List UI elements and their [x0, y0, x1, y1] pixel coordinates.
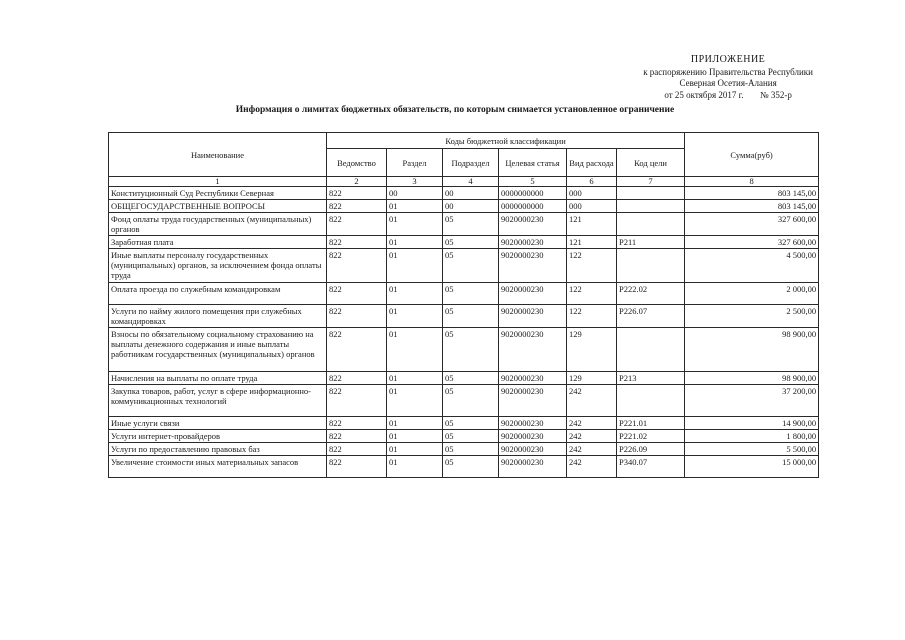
- cell-vid: 121: [567, 236, 617, 249]
- cell-cel: 0000000000: [499, 200, 567, 213]
- table-row: [109, 385, 819, 417]
- column-number: 4: [443, 177, 499, 187]
- document-number: № 352-р: [760, 90, 792, 100]
- cell-pod: 05: [443, 249, 499, 283]
- cell-sum: 98 900,00: [685, 328, 819, 372]
- table-row: [109, 283, 819, 305]
- table-row: [109, 372, 819, 385]
- table-row: [109, 213, 819, 236]
- cell-cel: 9020000230: [499, 417, 567, 430]
- cell-vid: 122: [567, 249, 617, 283]
- cell-raz: 01: [387, 305, 443, 328]
- cell-ved: 822: [327, 283, 387, 305]
- cell-pod: 05: [443, 328, 499, 372]
- cell-cel: 9020000230: [499, 283, 567, 305]
- cell-sum: 2 000,00: [685, 283, 819, 305]
- cell-kod: P221.01: [617, 417, 685, 430]
- cell-ved: 822: [327, 200, 387, 213]
- header-codes-group: Коды бюджетной классификации: [327, 133, 685, 149]
- cell-kod: P211: [617, 236, 685, 249]
- header-line-1: к распоряжению Правительства Республики: [643, 67, 813, 77]
- info-title: Информация о лимитах бюджетных обязательств, по которым снимается установленное ограничение: [235, 105, 675, 115]
- cell-name: Иные выплаты персоналу государственных (муниципальных) органов, за исключением фонда оплаты труда: [109, 249, 327, 283]
- cell-vid: 000: [567, 200, 617, 213]
- cell-vid: 122: [567, 283, 617, 305]
- cell-vid: 000: [567, 187, 617, 200]
- cell-ved: 822: [327, 430, 387, 443]
- cell-cel: 9020000230: [499, 249, 567, 283]
- header-vid: Вид расхода: [567, 149, 617, 177]
- cell-cel: 9020000230: [499, 305, 567, 328]
- cell-vid: 129: [567, 372, 617, 385]
- cell-pod: 05: [443, 372, 499, 385]
- cell-sum: 37 200,00: [685, 385, 819, 417]
- cell-ved: 822: [327, 249, 387, 283]
- cell-kod: [617, 249, 685, 283]
- cell-sum: 98 900,00: [685, 372, 819, 385]
- cell-sum: 15 000,00: [685, 456, 819, 478]
- cell-name: Услуги по предоставлению правовых баз: [109, 443, 327, 456]
- cell-ved: 822: [327, 187, 387, 200]
- cell-raz: 01: [387, 443, 443, 456]
- cell-raz: 01: [387, 236, 443, 249]
- table-row: [109, 249, 819, 283]
- table-row: [109, 443, 819, 456]
- cell-name: Заработная плата: [109, 236, 327, 249]
- cell-raz: 01: [387, 385, 443, 417]
- cell-sum: 14 900,00: [685, 417, 819, 430]
- cell-name: Иные услуги связи: [109, 417, 327, 430]
- cell-name: Услуги по найму жилого помещения при служебных командировках: [109, 305, 327, 328]
- cell-sum: 2 500,00: [685, 305, 819, 328]
- cell-ved: 822: [327, 456, 387, 478]
- cell-raz: 01: [387, 249, 443, 283]
- cell-name: Фонд оплаты труда государственных (муниципальных) органов: [109, 213, 327, 236]
- cell-kod: P226.07: [617, 305, 685, 328]
- cell-name: Оплата проезда по служебным командировкам: [109, 283, 327, 305]
- cell-name: Взносы по обязательному социальному страхованию на выплаты денежного содержания и иные выплаты работникам государственных (муниципальных) органов: [109, 328, 327, 372]
- header-kod-celi: Код цели: [617, 149, 685, 177]
- header-target: Целевая статья: [499, 149, 567, 177]
- cell-pod: 00: [443, 187, 499, 200]
- cell-vid: 129: [567, 328, 617, 372]
- table-row: [109, 456, 819, 478]
- header-date-line: [643, 90, 813, 101]
- cell-vid: 242: [567, 456, 617, 478]
- cell-pod: 05: [443, 385, 499, 417]
- cell-ved: 822: [327, 213, 387, 236]
- cell-cel: 9020000230: [499, 213, 567, 236]
- header-podrazdel: Подраздел: [443, 149, 499, 177]
- table-row: [109, 187, 819, 200]
- cell-vid: 242: [567, 417, 617, 430]
- column-numbering-row: [109, 177, 819, 187]
- cell-ved: 822: [327, 372, 387, 385]
- cell-kod: [617, 200, 685, 213]
- header-sum: Сумма(руб): [685, 133, 819, 177]
- cell-vid: 242: [567, 430, 617, 443]
- cell-ved: 822: [327, 305, 387, 328]
- cell-sum: 5 500,00: [685, 443, 819, 456]
- cell-cel: 9020000230: [499, 456, 567, 478]
- cell-vid: 121: [567, 213, 617, 236]
- cell-pod: 05: [443, 430, 499, 443]
- cell-raz: 01: [387, 372, 443, 385]
- header-name: Наименование: [109, 133, 327, 177]
- cell-ved: 822: [327, 417, 387, 430]
- header-line-2: Северная Осетия-Алания: [679, 78, 777, 88]
- column-number: 5: [499, 177, 567, 187]
- document-date: 25 октября 2017 г.: [674, 90, 744, 100]
- column-number: 3: [387, 177, 443, 187]
- cell-ved: 822: [327, 328, 387, 372]
- cell-kod: [617, 213, 685, 236]
- from-label: от: [664, 90, 673, 100]
- cell-ved: 822: [327, 385, 387, 417]
- cell-vid: 122: [567, 305, 617, 328]
- cell-name: ОБЩЕГОСУДАРСТВЕННЫЕ ВОПРОСЫ: [109, 200, 327, 213]
- cell-pod: 05: [443, 443, 499, 456]
- cell-cel: 9020000230: [499, 328, 567, 372]
- cell-name: Закупка товаров, работ, услуг в сфере информационно-коммуникационных технологий: [109, 385, 327, 417]
- cell-name: Услуги интернет-провайдеров: [109, 430, 327, 443]
- cell-name: Конституционный Суд Республики Северная: [109, 187, 327, 200]
- cell-sum: 327 600,00: [685, 213, 819, 236]
- table-row: [109, 236, 819, 249]
- table-row: [109, 417, 819, 430]
- header-razdel: Раздел: [387, 149, 443, 177]
- cell-pod: 05: [443, 456, 499, 478]
- table-row: [109, 305, 819, 328]
- cell-raz: 01: [387, 213, 443, 236]
- cell-kod: P213: [617, 372, 685, 385]
- cell-sum: 1 800,00: [685, 430, 819, 443]
- cell-sum: 327 600,00: [685, 236, 819, 249]
- cell-kod: [617, 328, 685, 372]
- table-row: [109, 328, 819, 372]
- cell-raz: 00: [387, 187, 443, 200]
- cell-raz: 01: [387, 456, 443, 478]
- cell-pod: 05: [443, 213, 499, 236]
- cell-sum: 803 145,00: [685, 187, 819, 200]
- cell-pod: 05: [443, 236, 499, 249]
- cell-name: Увеличение стоимости иных материальных запасов: [109, 456, 327, 478]
- cell-cel: 9020000230: [499, 430, 567, 443]
- table-row: [109, 430, 819, 443]
- cell-cel: 0000000000: [499, 187, 567, 200]
- cell-vid: 242: [567, 385, 617, 417]
- cell-kod: [617, 187, 685, 200]
- cell-cel: 9020000230: [499, 385, 567, 417]
- cell-pod: 05: [443, 305, 499, 328]
- cell-cel: 9020000230: [499, 443, 567, 456]
- cell-vid: 242: [567, 443, 617, 456]
- cell-pod: 00: [443, 200, 499, 213]
- header-vedomstvo: Ведомство: [327, 149, 387, 177]
- column-number: 1: [109, 177, 327, 187]
- cell-raz: 01: [387, 328, 443, 372]
- cell-kod: [617, 385, 685, 417]
- document-header: [643, 54, 813, 101]
- cell-raz: 01: [387, 417, 443, 430]
- column-number: 2: [327, 177, 387, 187]
- cell-ved: 822: [327, 236, 387, 249]
- column-number: 7: [617, 177, 685, 187]
- table-row: [109, 200, 819, 213]
- cell-raz: 01: [387, 430, 443, 443]
- column-number: 6: [567, 177, 617, 187]
- column-number: 8: [685, 177, 819, 187]
- cell-sum: 4 500,00: [685, 249, 819, 283]
- cell-name: Начисления на выплаты по оплате труда: [109, 372, 327, 385]
- cell-cel: 9020000230: [499, 372, 567, 385]
- cell-kod: P340.07: [617, 456, 685, 478]
- cell-raz: 01: [387, 200, 443, 213]
- cell-kod: P226.09: [617, 443, 685, 456]
- appendix-title: ПРИЛОЖЕНИЕ: [690, 54, 766, 65]
- cell-cel: 9020000230: [499, 236, 567, 249]
- cell-pod: 05: [443, 283, 499, 305]
- cell-sum: 803 145,00: [685, 200, 819, 213]
- cell-kod: P221.02: [617, 430, 685, 443]
- cell-raz: 01: [387, 283, 443, 305]
- cell-pod: 05: [443, 417, 499, 430]
- cell-ved: 822: [327, 443, 387, 456]
- cell-kod: P222.02: [617, 283, 685, 305]
- budget-table: [108, 132, 819, 478]
